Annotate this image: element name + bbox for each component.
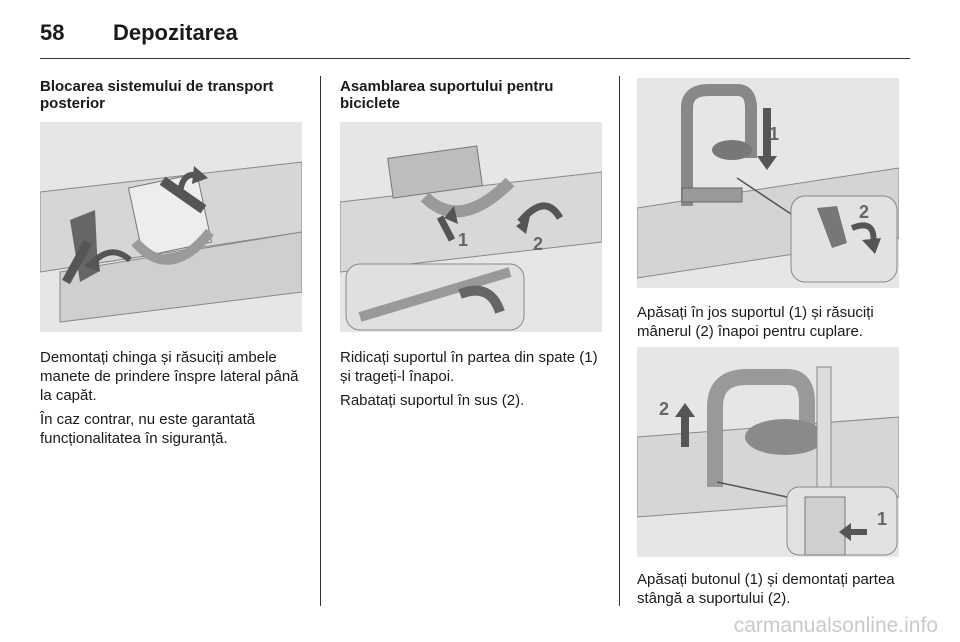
paragraph-5: Apăsați în jos suportul (1) și răsuciți mânerul (2) înapoi pentru cuplare.: [637, 304, 874, 340]
column-2-text: [340, 348, 610, 410]
column-2: [340, 78, 602, 112]
paragraph-4: Rabatați suportul în sus (2).: [340, 392, 525, 409]
column-divider-1: [320, 76, 321, 606]
figure-push-down-support: [637, 78, 899, 288]
page-number: 58: [40, 20, 65, 45]
column-divider-2: [619, 76, 620, 606]
figure-4-label-2: 2: [659, 399, 670, 419]
column-1: [40, 78, 302, 112]
paragraph-1: Demontați chinga și răsuciți ambele manete de prindere înspre lateral până la capăt.: [40, 349, 299, 404]
figure-4-label-1: 1: [877, 509, 888, 529]
figure-rear-carrier-lock: [40, 122, 302, 332]
paragraph-6: Apăsați butonul (1) și demontați partea stângă a suportului (2).: [637, 571, 895, 607]
column-1-text: [40, 348, 310, 448]
figure-remove-left-support: [637, 347, 899, 557]
column-3-text-1: [637, 303, 907, 341]
paragraph-3: Ridicați suportul în partea din spate (1) și trageți-l înapoi.: [340, 349, 598, 385]
section-heading-2: Asamblarea suportului pentru biciclete: [340, 78, 554, 112]
page-title: Depozitarea: [113, 20, 238, 45]
watermark: carmanualsonline.info: [733, 614, 938, 637]
column-3-text-2: [637, 570, 907, 608]
figure-bike-carrier-assembly: [340, 122, 602, 332]
section-heading-1: Blocarea sistemului de transport posterior: [40, 78, 274, 112]
header-rule: [40, 58, 910, 59]
figure-2-label-1: 1: [458, 230, 469, 250]
figure-3-label-1: 1: [769, 124, 780, 144]
paragraph-2: În caz contrar, nu este garantată funcționalitatea în siguranță.: [40, 411, 256, 447]
figure-2-label-2: 2: [533, 234, 544, 254]
figure-3-label-2: 2: [859, 202, 870, 222]
